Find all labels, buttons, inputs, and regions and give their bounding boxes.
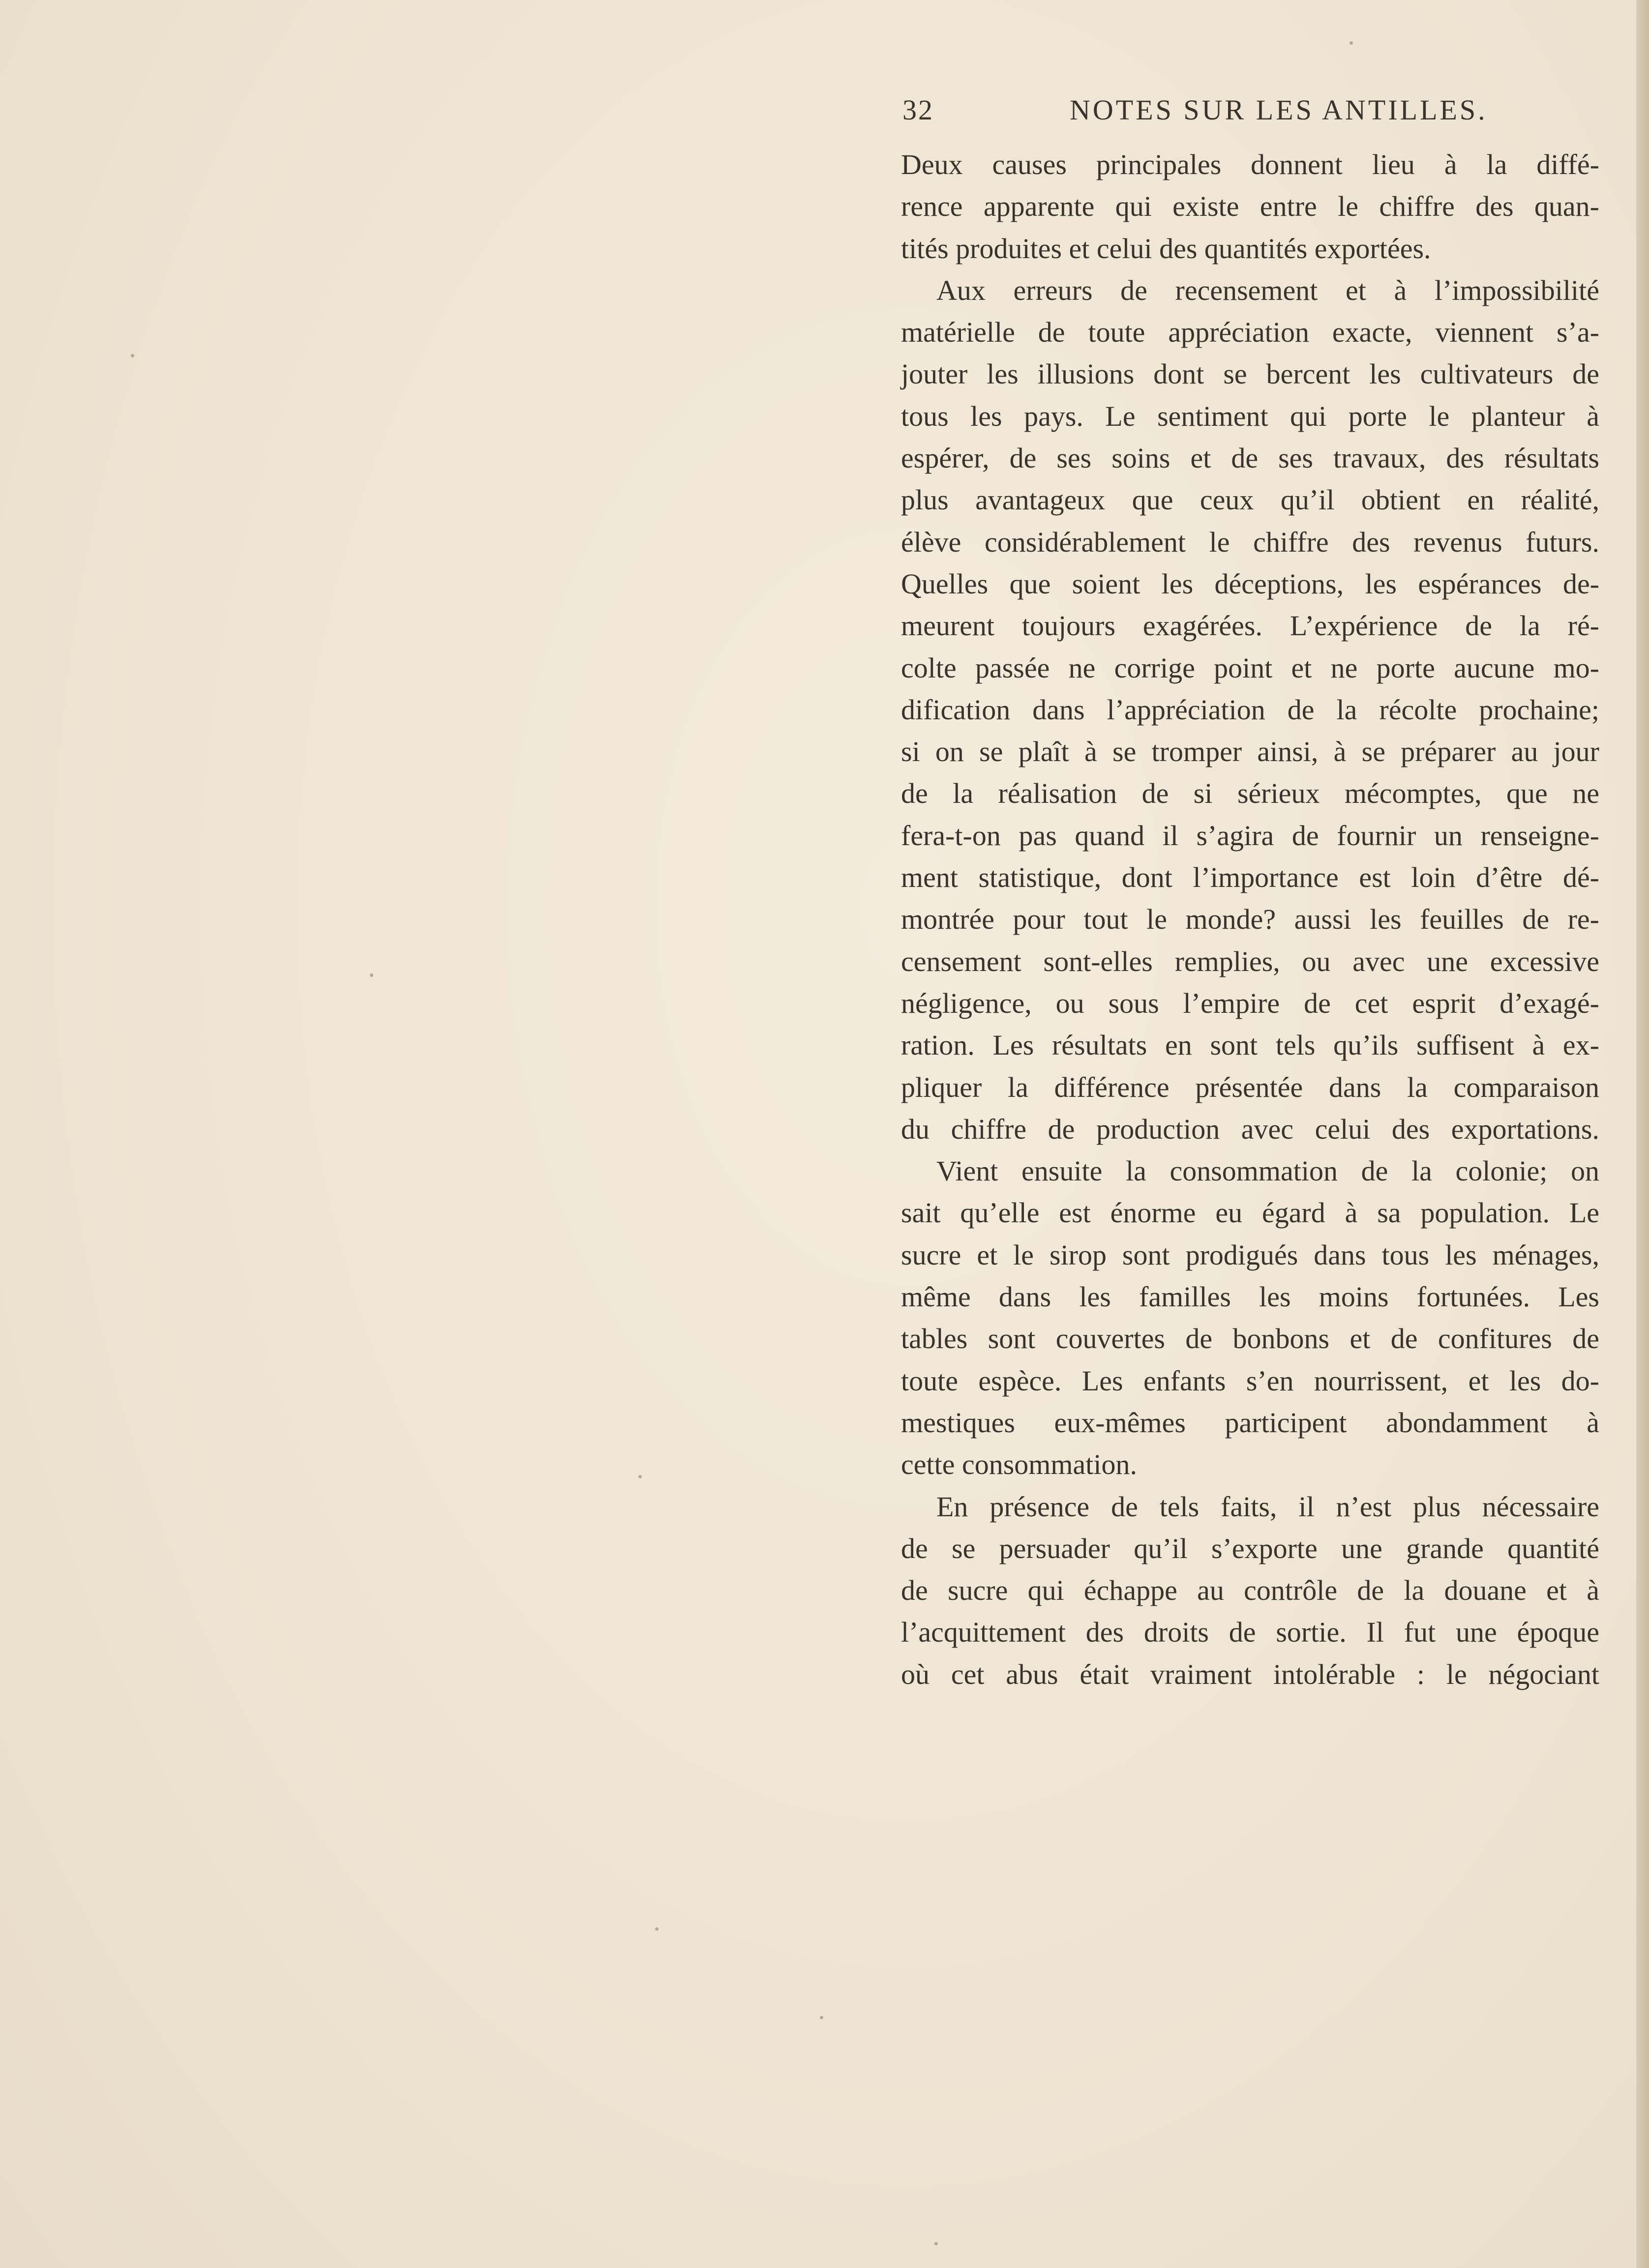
text-line: tous les pays. Le sentiment qui porte le planteur à (901, 400, 1599, 432)
text-line: Vient ensuite la consommation de la colonie; on (936, 1155, 1599, 1187)
text-line: de la réalisation de si sérieux mécomptes, que ne (901, 777, 1599, 810)
text-line: montrée pour tout le monde? aussi les feuilles de re- (901, 903, 1599, 936)
paper-speck (370, 973, 373, 977)
text-line: de se persuader qu’il s’exporte une grande quantité (901, 1532, 1599, 1564)
text-line: ration. Les résultats en sont tels qu’ils suffisent à ex- (901, 1029, 1599, 1061)
page-edge-shadow (1636, 0, 1649, 2268)
text-line: sait qu’elle est énorme eu égard à sa population. Le (901, 1197, 1599, 1229)
running-header (902, 93, 1601, 133)
paper-speck (638, 1475, 642, 1478)
text-line: élève considérablement le chiffre des revenus futurs. (901, 526, 1599, 558)
body-text (901, 144, 1599, 1695)
text-line: En présence de tels faits, il n’est plus nécessaire (936, 1490, 1599, 1523)
text-line: sucre et le sirop sont prodigués dans tous les ménages, (901, 1238, 1599, 1271)
text-line: pliquer la différence présentée dans la comparaison (901, 1071, 1599, 1103)
text-line: négligence, ou sous l’empire de cet esprit d’exagé- (901, 987, 1599, 1019)
text-line: tités produites et celui des quantités exportées. (901, 232, 1431, 265)
text-line: Quelles que soient les déceptions, les espérances de- (901, 567, 1599, 600)
text-line: du chiffre de production avec celui des exportations. (901, 1113, 1599, 1145)
text-line: ment statistique, dont l’importance est loin d’être dé- (901, 861, 1599, 894)
text-line: dification dans l’appréciation de la récolte prochaine; (901, 693, 1599, 726)
paper-speck (1349, 41, 1353, 45)
text-line: jouter les illusions dont se bercent les cultivateurs de (901, 358, 1599, 390)
page-number: 32 (902, 94, 934, 126)
text-line: rence apparente qui existe entre le chiffre des quan- (901, 190, 1599, 223)
paper-speck (131, 354, 134, 357)
paper-speck (655, 1927, 659, 1931)
text-line: même dans les familles les moins fortunées. Les (901, 1281, 1599, 1313)
running-title: NOTES SUR LES ANTILLES. (1070, 94, 1488, 126)
paper-speck (934, 2242, 938, 2245)
text-line: meurent toujours exagérées. L’expérience de la ré- (901, 610, 1599, 642)
text-line: l’acquittement des droits de sortie. Il fut une époque (901, 1616, 1599, 1649)
text-line: mestiques eux-mêmes participent abondamment à (901, 1406, 1599, 1439)
text-line: matérielle de toute appréciation exacte, viennent s’a- (901, 316, 1599, 349)
paper-speck (820, 2016, 823, 2019)
text-line: tables sont couvertes de bonbons et de confitures de (901, 1323, 1599, 1355)
text-line: Deux causes principales donnent lieu à la diffé- (901, 148, 1599, 180)
text-line: cette consommation. (901, 1448, 1137, 1481)
text-line: fera-t-on pas quand il s’agira de fournir un renseigne- (901, 819, 1599, 852)
text-line: censement sont-elles remplies, ou avec une excessive (901, 945, 1599, 977)
text-line: Aux erreurs de recensement et à l’impossibilité (936, 274, 1599, 306)
text-line: de sucre qui échappe au contrôle de la douane et à (901, 1574, 1599, 1607)
text-line: si on se plaît à se tromper ainsi, à se préparer au jour (901, 736, 1599, 768)
text-line: colte passée ne corrige point et ne porte aucune mo- (901, 651, 1599, 684)
text-line: où cet abus était vraiment intolérable : le négociant (901, 1658, 1599, 1690)
text-line: toute espèce. Les enfants s’en nourrissent, et les do- (901, 1364, 1599, 1397)
text-line: plus avantageux que ceux qu’il obtient en réalité, (901, 484, 1599, 516)
text-line: espérer, de ses soins et de ses travaux, des résultats (901, 442, 1599, 474)
